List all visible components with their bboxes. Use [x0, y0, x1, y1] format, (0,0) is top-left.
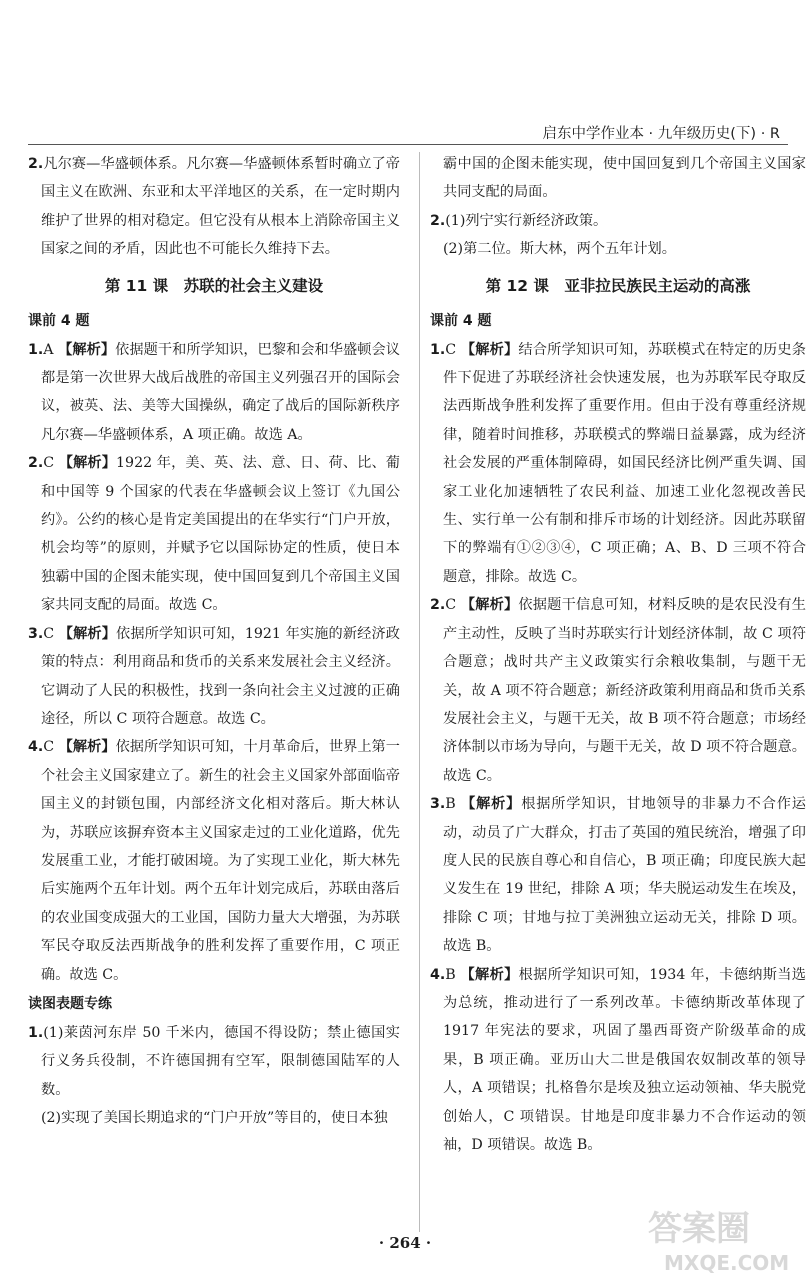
answer-item: 2.C 【解析】依据题干信息可知，材料反映的是农民没有生产主动性，反映了当时苏联实行计划经济体制，故 C 项符合题意；战时共产主义政策实行余粮收集制，与题干无关，故 A 项不符合题意；新经济政策利用商品和货币关系发展社会主义，与题干无关，故 B 项不符合题意；市场经济体制以市场为导向，与题干无关，故 D 项不符合题意。故选 C。 — [430, 597, 806, 784]
answer-item: 3.C 【解析】依据所学知识可知，1921 年实施的新经济政策的特点：利用商品和货币的关系来发展社会主义经济。它调动了人民的积极性，找到一条向社会主义过渡的正确途径，所以 C 项符合题意。故选 C。 — [28, 625, 400, 727]
answer-item: 1.C 【解析】结合所学知识可知，苏联模式在特定的历史条件下促进了苏联经济社会快速发展，也为苏联军民夺取反法西斯战争胜利发挥了重要作用。但由于没有尊重经济规律，随着时间推移，苏联模式的弊端日益暴露，成为经济社会发展的严重体制障碍，如国民经济比例严重失调、国家工业化加速牺牲了农民利益、加速工业化忽视改善民生、实行单一公有制和排斥市场的计划经济。因此苏联留下的弊端有①②③④，C 项正确；A、B、D 三项不符合题意，排除。故选 C。 — [430, 341, 806, 585]
answer-item: 4.C 【解析】依据所学知识可知，十月革命后，世界上第一个社会主义国家建立了。新生的社会主义国家外部面临帝国主义的封锁包围，内部经济文化相对落后。斯大林认为，苏联应该摒弃资本主义国家走过的工业化道路，优先发展重工业，才能打破困境。为了实现工业化，斯大林先后实施两个五年计划。两个五年计划完成后，苏联由落后的农业国变成强大的工业国，国防力量大大增强，为苏联军民夺取反法西斯战争的胜利发挥了重要作用，C 项正确。故选 C。 — [28, 739, 400, 983]
left-column — [28, 150, 400, 1133]
answer-item: 4.B 【解析】根据所学知识可知，1934 年，卡德纳斯当选为总统，推动进行了一系列改革。卡德纳斯改革体现了 1917 年宪法的要求，巩固了墨西哥资产阶级革命的成果，B 项正确。亚历山大二世是俄国农奴制改革的领导人，A 项错误；扎格鲁尔是埃及独立运动领袖、华夫脱党创始人，C 项错误。甘地是印度非暴力不合作运动的领袖，D 项错误。故选 B。 — [430, 966, 806, 1153]
watermark-logo — [642, 1200, 802, 1276]
section-pre-class: 课前 4 题 — [430, 312, 492, 329]
continued-answer: 霸中国的企图未能实现，使中国回复到几个帝国主义国家共同支配的局面。 — [443, 156, 806, 201]
reading-answer-part1: 1.(1)莱茵河东岸 50 千米内，德国不得设防；禁止德国实行义务兵役制，不许德国拥有空军，限制德国陆军的人数。 — [28, 1024, 400, 1098]
lesson-12-title: 第 12 课 亚非拉民族民主运动的高涨 — [485, 276, 751, 295]
header-rule — [28, 144, 788, 145]
right-column — [430, 150, 806, 1159]
section-pre-class: 课前 4 题 — [28, 312, 90, 329]
watermark-url: MXQE.COM — [664, 1251, 790, 1275]
section-chart-reading: 读图表题专练 — [28, 995, 112, 1012]
answer-item: 3.B 【解析】根据所学知识，甘地领导的非暴力不合作运动，动员了广大群众，打击了英国的殖民统治，增强了印度人民的民族自尊心和自信心，B 项正确；印度民族大起义发生在 19 世纪，排除 A 项；华夫脱运动发生在埃及，排除 C 项；甘地与拉丁美洲独立运动无关，排除 D 项。故选 B。 — [430, 796, 806, 955]
watermark-text: 答案圈 — [648, 1209, 750, 1249]
lesson-11-title: 第 11 课 苏联的社会主义建设 — [104, 276, 324, 295]
reading-answer-part2: (2)实现了美国长期追求的“门户开放”等目的，使日本独 — [41, 1110, 388, 1127]
question-2-part1: 2.(1)列宁实行新经济政策。 — [430, 212, 608, 229]
answer-item: 2.C 【解析】1922 年，美、英、法、意、日、荷、比、葡和中国等 9 个国家的代表在华盛顿会议上签订《九国公约》。公约的核心是肯定美国提出的在华实行“门户开放，机会均等”的原则，并赋予它以国际协定的性质，使日本独霸中国的企图未能实现，使中国回复到几个帝国主义国家共同支配的局面。故选 C。 — [28, 455, 400, 614]
answer-item: 1.A 【解析】依据题干和所学知识，巴黎和会和华盛顿会议都是第一次世界大战后战胜的帝国主义列强召开的国际会议，被英、法、美等大国操纵，确定了战后的国际新秩序凡尔赛—华盛顿体系，A 项正确。故选 A。 — [28, 341, 400, 443]
intro-answer: 2.凡尔赛—华盛顿体系。凡尔赛—华盛顿体系暂时确立了帝国主义在欧洲、东亚和太平洋地区的关系，在一定时期内维护了世界的相对稳定。但它没有从根本上消除帝国主义国家之间的矛盾，因此也不可能长久维持下去。 — [28, 156, 400, 258]
page-header-title: 启东中学作业本 · 九年级历史(下) · R — [542, 126, 780, 142]
page-number: · 264 · — [378, 1234, 432, 1252]
question-2-part2: (2)第二位。斯大林，两个五年计划。 — [443, 241, 676, 258]
column-divider — [419, 152, 420, 1232]
